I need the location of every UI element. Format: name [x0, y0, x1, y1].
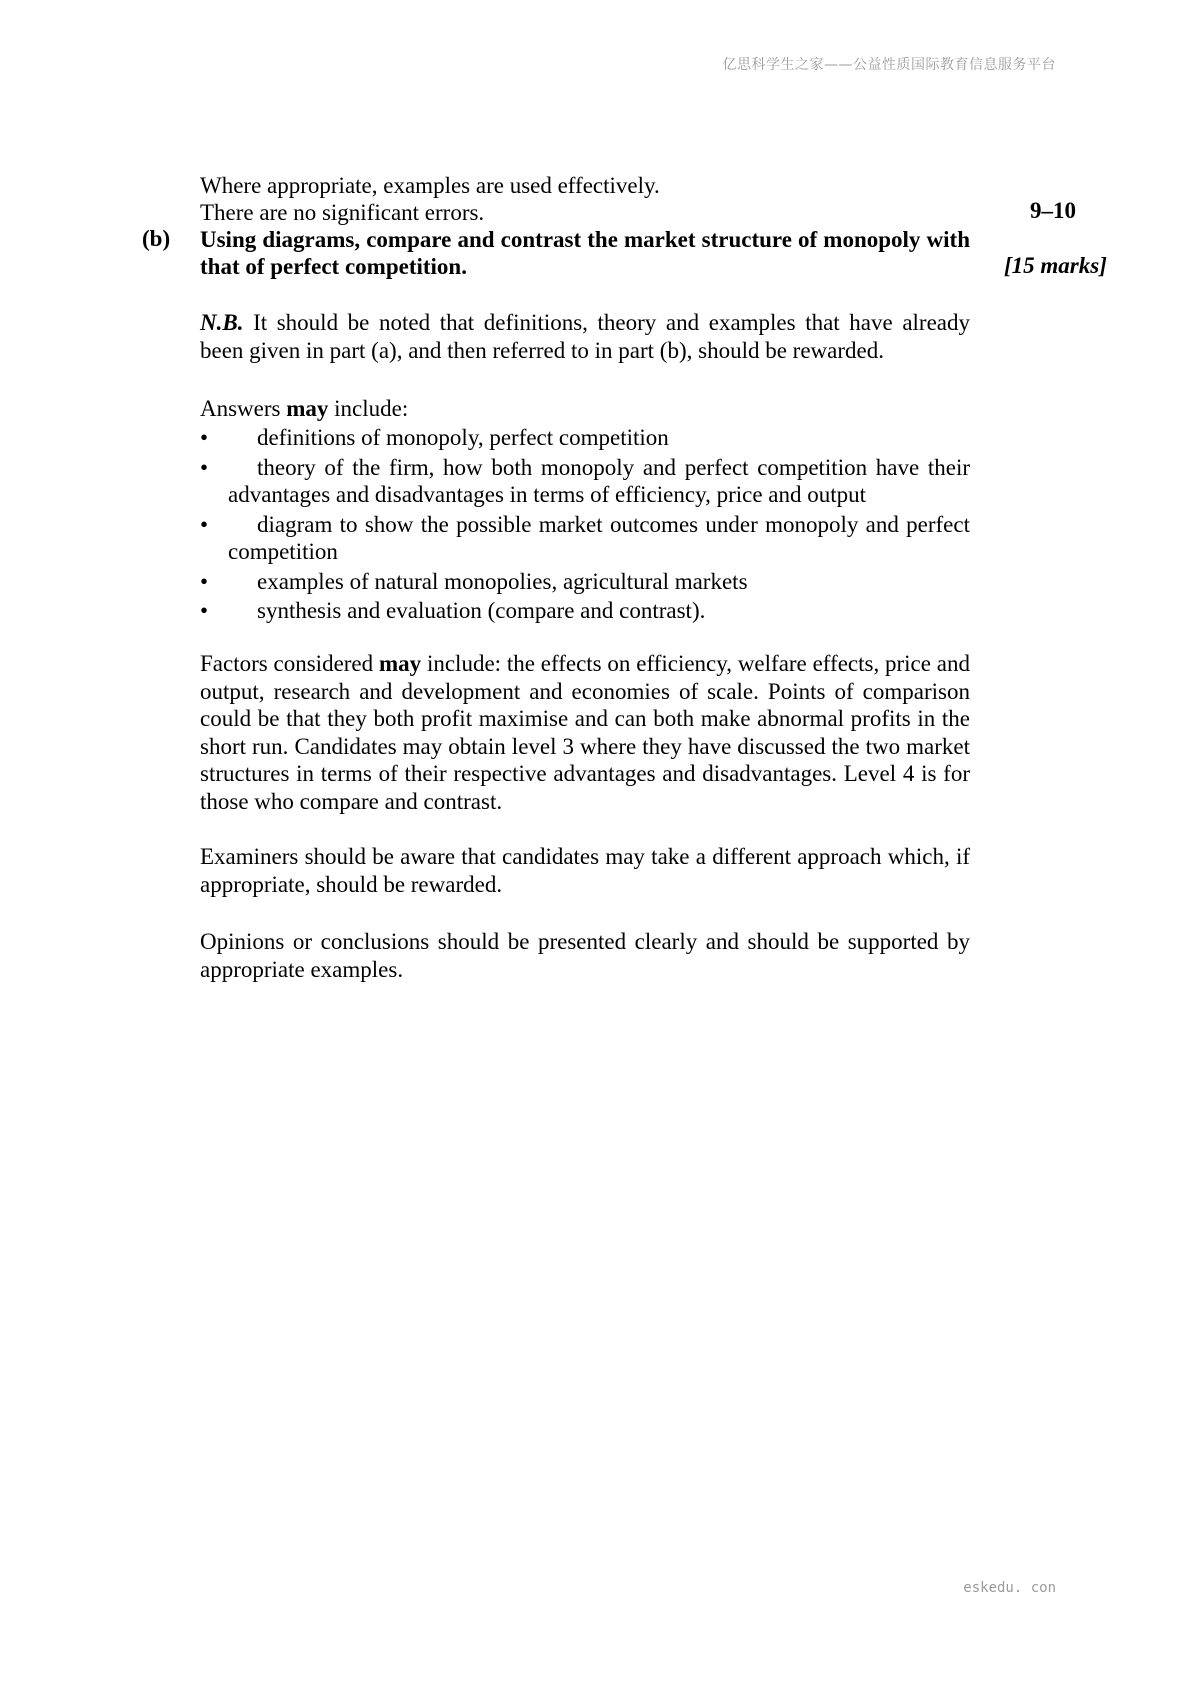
note-paragraph: [200, 309, 970, 364]
factors-paragraph: [200, 650, 970, 815]
list-item: [200, 454, 970, 509]
answers-lead-bold: may: [286, 396, 329, 421]
factors-bold: may: [378, 651, 422, 676]
question-text: Using diagrams, compare and contrast the market structure of monopoly with that of perfect competition.: [200, 227, 970, 279]
note-prefix: N.B.: [200, 310, 244, 335]
answers-lead-before: Answers: [200, 396, 287, 421]
list-item: [200, 511, 970, 566]
question-label: (b): [142, 226, 171, 251]
list-item: [200, 424, 970, 452]
bullet-text: synthesis and evaluation (compare and contrast).: [257, 598, 706, 623]
answers-bullet-list: [200, 424, 970, 627]
bullet-text: examples of natural monopolies, agricultural markets: [257, 568, 748, 594]
factors-after: include: the effects on efficiency, welfare effects, price and output, research and development and economies of scale. Points of comparison could be that they both profit maximise and can both make abnormal profits in the short run. Candidates may obtain level 3 where they have discussed the two market structures in terms of their respective advantages and disadvantages. Level 4 is for those who compare and contrast.: [200, 651, 970, 814]
bullet-icon: •: [200, 454, 209, 480]
answers-lead: [200, 395, 970, 423]
bullet-icon: •: [200, 598, 209, 623]
question-marks: [15 marks]: [1004, 253, 1107, 278]
list-item: [200, 597, 970, 625]
mark-range: 9–10: [1030, 198, 1076, 223]
bullet-icon: •: [200, 425, 209, 450]
examiners-paragraph: Examiners should be aware that candidates may take a different approach which, if appropriate, should be rewarded.: [200, 844, 970, 897]
footer-site: eskedu. con: [963, 1580, 1056, 1596]
factors-before: Factors considered: [200, 651, 379, 676]
header-watermark: 亿思科学生之家——公益性质国际教育信息服务平台: [722, 57, 1056, 73]
bullet-text: theory of the firm, how both monopoly and perfect competition have their advantages and disadvantages in terms of efficiency, price and output: [228, 454, 970, 507]
list-item: [200, 568, 970, 596]
intro-line-1: Where appropriate, examples are used effectively.: [200, 173, 660, 198]
opinions-paragraph: Opinions or conclusions should be presented clearly and should be supported by appropriate examples.: [200, 929, 970, 982]
answers-lead-after: include:: [328, 396, 409, 421]
bullet-text: definitions of monopoly, perfect competition: [257, 425, 669, 450]
bullet-icon: •: [200, 511, 209, 537]
intro-line-2: There are no significant errors.: [200, 200, 485, 225]
note-text: It should be noted that definitions, theory and examples that have already been given in part (a), and then referred to in part (b), should be rewarded.: [200, 310, 970, 363]
bullet-text: diagram to show the possible market outcomes under monopoly and perfect competition: [228, 511, 970, 564]
bullet-icon: •: [200, 568, 209, 594]
